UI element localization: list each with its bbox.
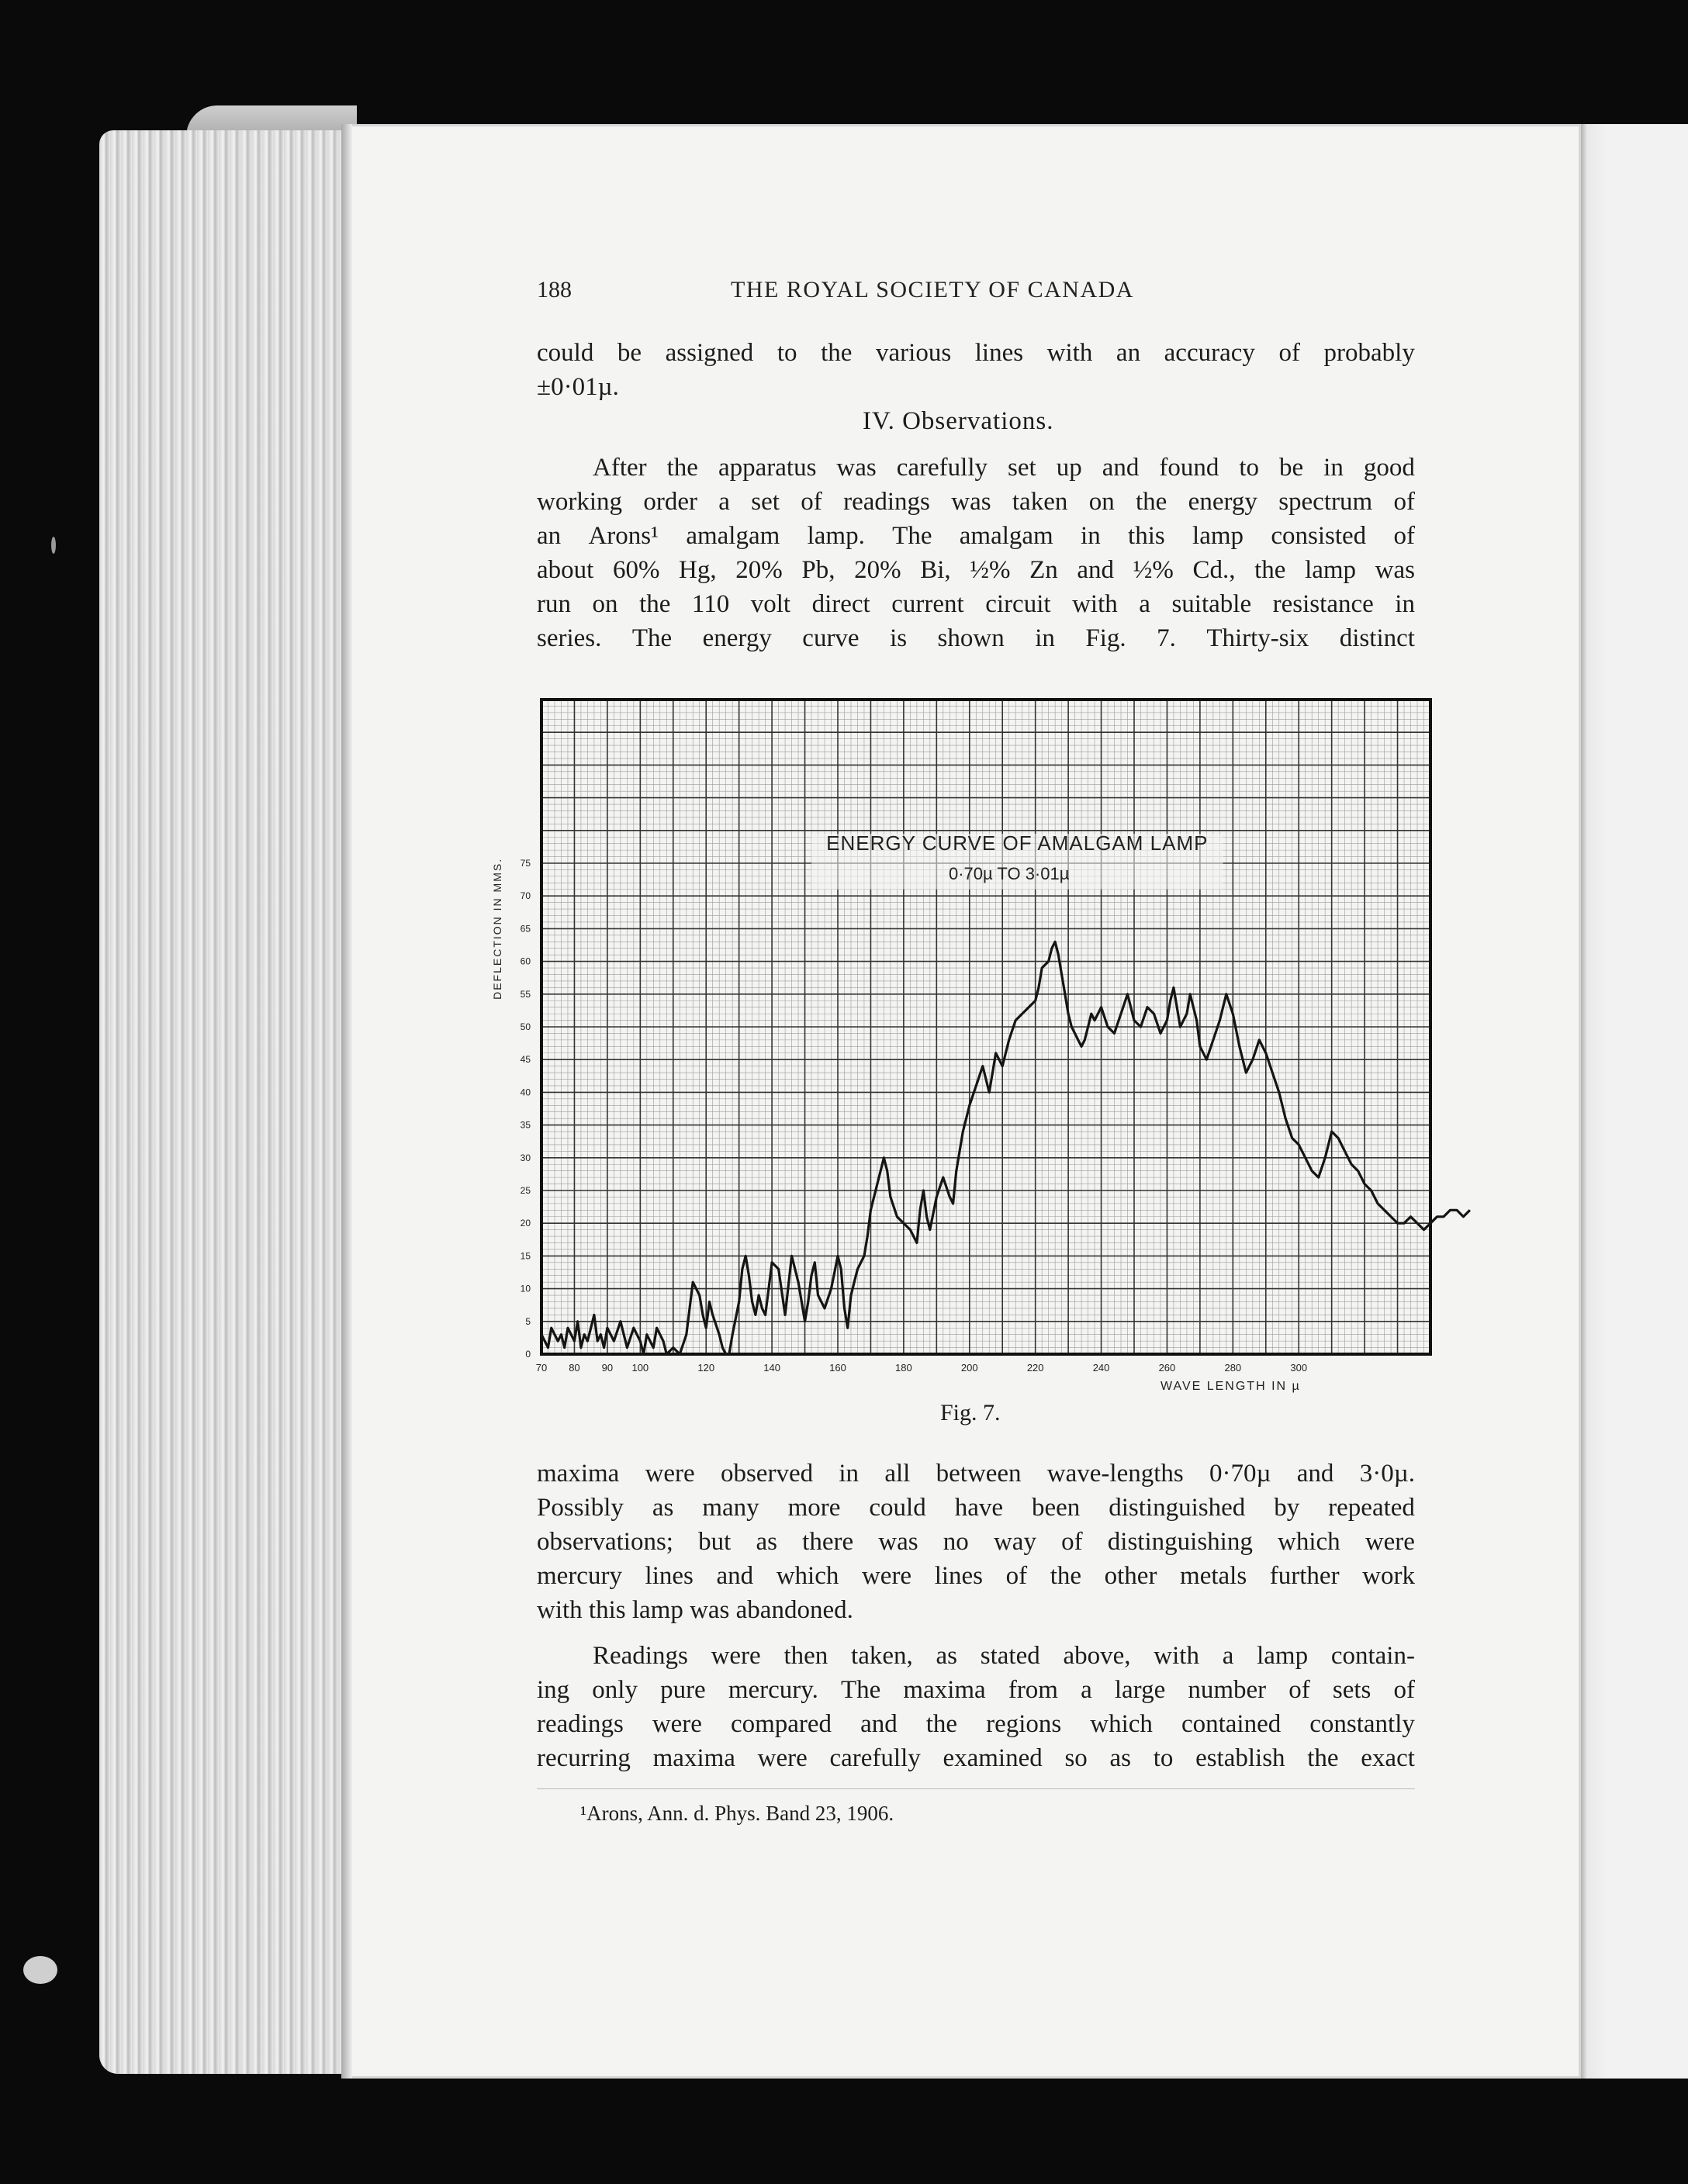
chart-title: ENERGY CURVE OF AMALGAM LAMP bbox=[826, 831, 1209, 855]
figure-caption: Fig. 7. bbox=[940, 1400, 1001, 1425]
word: a bbox=[718, 488, 730, 516]
word: of bbox=[1288, 1676, 1310, 1704]
word: only bbox=[592, 1676, 638, 1704]
word: current bbox=[891, 590, 964, 618]
running-head bbox=[537, 277, 1415, 311]
word: direct bbox=[811, 590, 870, 618]
word: taken bbox=[1012, 488, 1068, 516]
x-tick-label: 200 bbox=[960, 1362, 978, 1374]
word: establish bbox=[1195, 1744, 1285, 1772]
word: was bbox=[1375, 556, 1415, 584]
text-line bbox=[537, 1562, 1415, 1591]
word: Readings bbox=[593, 1642, 688, 1670]
word: be bbox=[617, 339, 642, 367]
word: carefully bbox=[829, 1744, 921, 1772]
y-tick-label: 15 bbox=[520, 1250, 531, 1262]
book-page-edges bbox=[99, 130, 355, 2074]
word: from bbox=[1008, 1676, 1058, 1704]
word: the bbox=[925, 1710, 958, 1738]
word: lines bbox=[974, 339, 1024, 367]
word: a bbox=[1081, 1676, 1092, 1704]
word: other bbox=[1104, 1562, 1157, 1590]
word: contained bbox=[1181, 1710, 1282, 1738]
x-tick-label: 80 bbox=[569, 1362, 580, 1374]
word: order bbox=[643, 488, 697, 516]
word: maxima bbox=[903, 1676, 986, 1704]
word: were bbox=[1365, 1528, 1415, 1556]
word: the bbox=[1050, 1562, 1082, 1590]
word: 3·0µ. bbox=[1359, 1460, 1415, 1488]
word: as bbox=[936, 1642, 957, 1670]
y-tick-label: 70 bbox=[520, 890, 531, 902]
word: curve bbox=[802, 624, 860, 652]
text-line bbox=[593, 454, 1415, 482]
word: could bbox=[537, 339, 594, 367]
word: recurring bbox=[537, 1744, 631, 1772]
y-tick-label: 40 bbox=[520, 1087, 531, 1098]
x-tick-labels bbox=[536, 1362, 1307, 1374]
word: the bbox=[821, 339, 853, 367]
word: Hg, bbox=[679, 556, 717, 584]
word: pure bbox=[660, 1676, 706, 1704]
word: to bbox=[1239, 454, 1260, 482]
page-number: 188 bbox=[537, 277, 572, 302]
x-tick-label: 100 bbox=[631, 1362, 649, 1374]
chart-grid-major bbox=[541, 700, 1430, 1354]
word: work bbox=[1362, 1562, 1415, 1590]
word: good bbox=[1363, 454, 1415, 482]
word: maxima bbox=[537, 1460, 620, 1488]
word: and bbox=[1296, 1460, 1334, 1488]
y-tick-label: 10 bbox=[520, 1283, 531, 1294]
word: set bbox=[751, 488, 780, 516]
word: the bbox=[666, 454, 698, 482]
y-tick-labels bbox=[521, 858, 531, 1360]
word: there bbox=[802, 1528, 854, 1556]
word: Thirty-six bbox=[1206, 624, 1309, 652]
word: on bbox=[592, 590, 618, 618]
word: a bbox=[1139, 590, 1150, 618]
word: ing bbox=[537, 1676, 570, 1704]
word: After bbox=[593, 454, 647, 482]
word: and bbox=[1102, 454, 1140, 482]
word: volt bbox=[750, 590, 791, 618]
y-tick-label: 55 bbox=[520, 988, 531, 1000]
word: so bbox=[1064, 1744, 1088, 1772]
word: 60% bbox=[612, 556, 660, 584]
footnote: ¹Arons, Ann. d. Phys. Band 23, 1906. bbox=[580, 1802, 894, 1825]
word: examined bbox=[943, 1744, 1043, 1772]
word: were bbox=[861, 1562, 912, 1590]
word: lines bbox=[645, 1562, 694, 1590]
word: distinguishing bbox=[1107, 1528, 1253, 1556]
word: amalgam bbox=[686, 522, 780, 550]
word: The bbox=[892, 522, 932, 550]
word: ½% bbox=[970, 556, 1011, 584]
word: working bbox=[537, 488, 622, 516]
word: in bbox=[839, 1460, 860, 1488]
y-tick-label: 0 bbox=[525, 1349, 531, 1360]
word: Possibly bbox=[537, 1494, 624, 1522]
x-tick-label: 220 bbox=[1026, 1362, 1044, 1374]
word: lamp bbox=[1305, 556, 1357, 584]
word: is bbox=[890, 624, 908, 652]
word: was bbox=[878, 1528, 918, 1556]
energy-curve-line bbox=[541, 942, 1470, 1354]
word: observations; bbox=[537, 1528, 673, 1556]
word: probably bbox=[1323, 339, 1415, 367]
word: shown bbox=[937, 624, 1005, 652]
word: 7. bbox=[1157, 624, 1176, 652]
word: the bbox=[1254, 556, 1286, 584]
word: carefully bbox=[896, 454, 988, 482]
x-tick-label: 90 bbox=[601, 1362, 614, 1374]
word: in bbox=[1035, 624, 1055, 652]
y-axis-label: DEFLECTION IN MMS. bbox=[491, 857, 503, 1000]
x-tick-label: 140 bbox=[763, 1362, 780, 1374]
word: sets bbox=[1332, 1676, 1372, 1704]
word: to bbox=[1153, 1744, 1174, 1772]
text-line bbox=[593, 1642, 1415, 1671]
word: of bbox=[1278, 339, 1300, 367]
footnote-rule bbox=[537, 1788, 1415, 1789]
word: could bbox=[869, 1494, 926, 1522]
word: was bbox=[836, 454, 877, 482]
x-tick-label: 260 bbox=[1158, 1362, 1176, 1374]
x-tick-label: 120 bbox=[697, 1362, 715, 1374]
word: was bbox=[951, 488, 991, 516]
text-line bbox=[537, 590, 1415, 619]
x-tick-label: 180 bbox=[895, 1362, 912, 1374]
word: spectrum bbox=[1278, 488, 1373, 516]
word: run bbox=[537, 590, 571, 618]
word: Cd., bbox=[1192, 556, 1236, 584]
text-line bbox=[537, 556, 1415, 585]
word: with bbox=[1046, 339, 1093, 367]
word: were bbox=[757, 1744, 808, 1772]
word: as bbox=[1109, 1744, 1131, 1772]
y-tick-label: 60 bbox=[520, 955, 531, 967]
y-tick-label: 5 bbox=[525, 1315, 531, 1327]
word: in bbox=[1323, 454, 1344, 482]
word: to bbox=[777, 339, 797, 367]
word: the bbox=[639, 590, 671, 618]
journal-title: THE ROYAL SOCIETY OF CANADA bbox=[731, 277, 1134, 302]
word: many bbox=[702, 1494, 759, 1522]
word: an bbox=[537, 522, 562, 550]
word: a bbox=[1222, 1642, 1234, 1670]
word: lamp. bbox=[807, 522, 865, 550]
y-tick-label: 65 bbox=[520, 923, 531, 935]
word: more bbox=[787, 1494, 841, 1522]
word: contain- bbox=[1330, 1642, 1415, 1670]
word: but bbox=[698, 1528, 732, 1556]
word: way bbox=[993, 1528, 1036, 1556]
word: mercury bbox=[537, 1562, 622, 1590]
word: 110 bbox=[691, 590, 730, 618]
facing-page-edge bbox=[1576, 124, 1688, 2079]
word: in bbox=[1081, 522, 1101, 550]
word: suitable bbox=[1171, 590, 1252, 618]
dust-speck bbox=[51, 537, 56, 554]
x-tick-label: 280 bbox=[1224, 1362, 1242, 1374]
y-tick-label: 20 bbox=[520, 1218, 531, 1229]
text-line bbox=[537, 1710, 1415, 1739]
text-line bbox=[537, 339, 1415, 368]
y-tick-label: 30 bbox=[520, 1152, 531, 1163]
y-tick-label: 25 bbox=[520, 1185, 531, 1196]
word: between bbox=[936, 1460, 1022, 1488]
word: regions bbox=[986, 1710, 1062, 1738]
word: the bbox=[1136, 488, 1167, 516]
word: taken, bbox=[851, 1642, 913, 1670]
word: accuracy bbox=[1164, 339, 1255, 367]
word: as bbox=[652, 1494, 674, 1522]
x-tick-label: 70 bbox=[535, 1362, 548, 1374]
word: up bbox=[1056, 454, 1082, 482]
word: 20% bbox=[854, 556, 901, 584]
word: of bbox=[1393, 1676, 1415, 1704]
word: above, bbox=[1063, 1642, 1131, 1670]
word: of bbox=[1005, 1562, 1028, 1590]
word: energy bbox=[1188, 488, 1257, 516]
word: series. bbox=[537, 624, 602, 652]
word: with bbox=[1154, 1642, 1199, 1670]
word: lamp bbox=[1257, 1642, 1309, 1670]
word: consisted bbox=[1271, 522, 1367, 550]
word: Arons¹ bbox=[588, 522, 659, 550]
energy-curve-chart bbox=[481, 696, 1437, 1393]
word: an bbox=[1116, 339, 1141, 367]
x-tick-label: 160 bbox=[829, 1362, 846, 1374]
word: The bbox=[631, 624, 673, 652]
x-tick-label: 300 bbox=[1290, 1362, 1308, 1374]
text-line bbox=[537, 1460, 1415, 1488]
word: amalgam bbox=[959, 522, 1053, 550]
word: wave-lengths bbox=[1046, 1460, 1184, 1488]
word: readings bbox=[537, 1710, 624, 1738]
word: Pb, bbox=[801, 556, 835, 584]
word: of bbox=[1393, 522, 1415, 550]
word: found bbox=[1159, 454, 1219, 482]
word: be bbox=[1279, 454, 1304, 482]
word: large bbox=[1114, 1676, 1166, 1704]
word: further bbox=[1269, 1562, 1340, 1590]
word: 20% bbox=[735, 556, 783, 584]
word: by bbox=[1274, 1494, 1300, 1522]
word: were bbox=[652, 1710, 702, 1738]
chart-subtitle: 0·70µ TO 3·01µ bbox=[949, 864, 1070, 884]
text-line bbox=[537, 624, 1415, 653]
word: set bbox=[1008, 454, 1036, 482]
word: ½% bbox=[1133, 556, 1174, 584]
text-line bbox=[537, 488, 1415, 517]
word: maxima bbox=[652, 1744, 735, 1772]
section-heading: IV. Observations. bbox=[863, 407, 1054, 435]
y-tick-label: 45 bbox=[520, 1054, 531, 1066]
word: repeated bbox=[1328, 1494, 1415, 1522]
word: distinguished bbox=[1109, 1494, 1246, 1522]
text-line: ±0·01µ. bbox=[537, 373, 619, 401]
word: then bbox=[783, 1642, 828, 1670]
word: of bbox=[1061, 1528, 1083, 1556]
word: which bbox=[776, 1562, 839, 1590]
word: Fig. bbox=[1085, 624, 1126, 652]
word: Zn bbox=[1029, 556, 1058, 584]
x-tick-label: 240 bbox=[1092, 1362, 1110, 1374]
word: on bbox=[1088, 488, 1115, 516]
word: of bbox=[1393, 488, 1415, 516]
word: and bbox=[716, 1562, 754, 1590]
word: of bbox=[801, 488, 822, 516]
word: and bbox=[1077, 556, 1115, 584]
word: resistance bbox=[1272, 590, 1374, 618]
word: metals bbox=[1180, 1562, 1247, 1590]
word: assigned bbox=[665, 339, 754, 367]
x-axis-label: WAVE LENGTH IN µ bbox=[1160, 1380, 1301, 1393]
word: with bbox=[1072, 590, 1118, 618]
y-tick-label: 75 bbox=[520, 858, 531, 869]
word: in bbox=[1395, 590, 1415, 618]
word: distinct bbox=[1339, 624, 1415, 652]
word: lamp bbox=[1192, 522, 1244, 550]
text-line bbox=[537, 1676, 1415, 1705]
word: number bbox=[1188, 1676, 1267, 1704]
text-line bbox=[537, 522, 1415, 551]
word: no bbox=[943, 1528, 969, 1556]
word: exact bbox=[1361, 1744, 1415, 1772]
text-line bbox=[537, 1528, 1415, 1557]
word: Bi, bbox=[920, 556, 951, 584]
text-line bbox=[537, 1744, 1415, 1773]
word: been bbox=[1031, 1494, 1081, 1522]
word: energy bbox=[702, 624, 772, 652]
word: were bbox=[711, 1642, 761, 1670]
word: which bbox=[1278, 1528, 1340, 1556]
word: about bbox=[537, 556, 594, 584]
word: as bbox=[756, 1528, 777, 1556]
word: this bbox=[1128, 522, 1165, 550]
word: The bbox=[840, 1676, 881, 1704]
page-gutter-shadow bbox=[341, 124, 352, 2079]
word: the bbox=[1307, 1744, 1339, 1772]
word: observed bbox=[720, 1460, 814, 1488]
word: constantly bbox=[1309, 1710, 1415, 1738]
word: 0·70µ bbox=[1209, 1460, 1271, 1488]
word: mercury. bbox=[728, 1676, 818, 1704]
text-line bbox=[537, 1494, 1415, 1522]
word: readings bbox=[843, 488, 930, 516]
y-tick-label: 35 bbox=[520, 1119, 531, 1131]
word: which bbox=[1090, 1710, 1153, 1738]
word: apparatus bbox=[718, 454, 817, 482]
y-tick-label: 50 bbox=[520, 1021, 531, 1032]
word: stated bbox=[980, 1642, 1040, 1670]
word: all bbox=[884, 1460, 911, 1488]
word: and bbox=[860, 1710, 898, 1738]
text-line: with this lamp was abandoned. bbox=[537, 1596, 853, 1624]
word: various bbox=[876, 339, 952, 367]
word: circuit bbox=[985, 590, 1051, 618]
word: have bbox=[954, 1494, 1003, 1522]
word: were bbox=[645, 1460, 695, 1488]
dust-speck bbox=[23, 1956, 57, 1984]
word: lines bbox=[934, 1562, 984, 1590]
word: compared bbox=[730, 1710, 832, 1738]
